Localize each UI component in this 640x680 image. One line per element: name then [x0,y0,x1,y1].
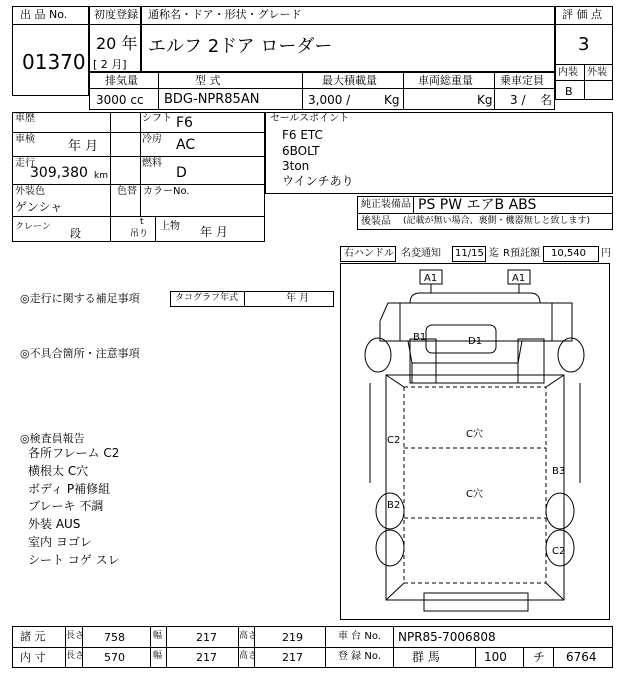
mark-d1: D1 [468,336,483,347]
inspector-line-7: シート コゲ スレ [28,553,120,567]
capacity-label: 乗車定員 [500,74,544,87]
mark-c2-right: C2 [552,546,566,557]
inspector-line-3: ボディ P補修組 [28,482,111,496]
inner-width: 217 [196,651,217,664]
crane-stage: 段 [70,227,81,240]
lot-number: 01370 [22,50,86,74]
mileage-value: 309,380 [30,165,88,181]
outer-height: 219 [282,631,303,644]
shift-value: F6 [176,115,193,131]
outer-len-label: 長さ [66,631,85,641]
name-change-tail: 迄 [489,248,499,259]
inspector-line-2: 横根太 C穴 [28,464,89,478]
tacho-value: 年 月 [286,293,310,304]
inner-length: 570 [104,651,125,664]
max-load-value: 3,000 / [308,93,351,107]
inspection-value: 年 月 [68,139,99,154]
steering-value: 右ハンドル [344,248,394,259]
aftermarket-note: (記載が無い場合、裏側・機器無しと致します) [403,216,591,226]
exterior-label: 外装 [587,67,607,78]
fuel-label: 燃料 [142,158,162,169]
color-label: 外装色 [15,186,45,197]
mark-c2-left: C2 [387,435,401,446]
mark-b3: B3 [552,466,566,477]
lot-label: 出 品 No. [20,8,68,21]
sales-point-2: 6BOLT [282,144,320,158]
aftermarket-label: 後装品 [361,216,391,227]
inner-dims-label: 内 寸 [20,651,46,664]
first-reg-month: [ 2 月] [93,58,127,71]
fuel-value: D [176,165,187,181]
mileage-unit: km [94,171,108,181]
chassis-value: NPR85-7006808 [398,630,496,644]
mark-b1: B1 [413,332,427,343]
outer-width: 217 [196,631,217,644]
mark-c-hole-1: C穴 [466,429,483,440]
model-label: 型 式 [195,74,221,87]
mark-b2: B2 [387,500,401,511]
inner-len-label: 長さ [66,651,85,661]
displacement-label: 排気量 [105,74,138,87]
color-value: ゲンシャ [15,200,63,214]
recycle-deposit-label: R預託額 [503,248,540,259]
interior-grade: B [565,85,573,98]
loading-label: 上物 [160,221,180,232]
reg-label: 登 録 No. [338,651,381,662]
reg-kana: チ [533,650,546,664]
grade-label: 評 価 点 [562,8,602,21]
crane-label: クレーン [15,222,51,232]
equipment-value: PS PW エアB ABS [418,197,537,213]
mileage-label: 走行 [15,158,35,169]
mark-c-hole-2: C穴 [466,489,483,500]
reg-area: 群 馬 [412,650,440,664]
defects-label: ◎不具合箇所・注意事項 [20,347,140,360]
displacement-value: 3000 cc [96,93,144,107]
outer-dims-label: 諸 元 [20,630,46,643]
inner-height: 217 [282,651,303,664]
outer-length: 758 [104,631,125,644]
sales-point-4: ウインチあり [282,174,354,188]
inspector-label: ◎検査員報告 [20,432,85,445]
max-load-label: 最大積載量 [322,74,377,87]
first-reg-year: 20 年 [96,34,138,53]
interior-label: 内装 [558,67,578,78]
crane-t: t [140,217,144,227]
sales-point-1: F6 ETC [282,128,323,142]
recycle-deposit-unit: 円 [601,248,611,259]
inspector-line-5: 外装 AUS [28,517,81,531]
color-no-label: カラーNo. [143,186,190,197]
name-change-label: 名変通知 [401,248,441,259]
chassis-label: 車 台 No. [338,631,381,642]
ac-value: AC [176,137,196,153]
reg-class: 100 [484,650,507,664]
history-label: 車歴 [15,113,35,124]
outer-height-label: 高さ [239,631,258,641]
first-reg-label: 初度登録 [94,8,138,21]
inspector-line-6: 室内 ヨゴレ [28,535,92,549]
running-notes-label: ◎走行に関する補足事項 [20,292,140,305]
name-change-date: 11/15 [455,248,484,259]
grade-value: 3 [578,34,590,55]
model-value: BDG-NPR85AN [164,92,260,107]
recycle-deposit-value: 10,540 [551,248,586,259]
mark-a1-right: A1 [512,273,526,284]
max-load-unit: Kg [384,93,400,107]
gross-weight-unit: Kg [477,93,493,107]
capacity-value: 3 / [510,93,526,107]
sales-label: セールスポイント [270,113,350,124]
equipment-label: 純正装備品 [361,199,411,210]
color-change-label: 色替 [117,186,137,197]
capacity-unit: 名 [540,93,553,107]
loading-value: 年 月 [200,225,228,239]
inner-height-label: 高さ [239,651,258,661]
sales-point-3: 3ton [282,159,310,173]
inspector-line-1: 各所フレーム C2 [28,446,120,460]
reg-number: 6764 [566,650,597,664]
shift-label: シフト [142,113,172,124]
inner-width-label: 幅 [153,651,163,661]
inspector-line-4: ブレーキ 不調 [28,499,104,513]
inspection-label: 車検 [15,134,35,145]
ac-label: 冷房 [142,134,162,145]
mark-a1-left: A1 [424,273,438,284]
outer-width-label: 幅 [153,631,163,641]
truck-diagram [340,263,610,620]
crane-hang: 吊り [130,229,149,239]
car-name: エルフ 2ドア ローダー [148,36,333,57]
gross-weight-label: 車両総重量 [418,74,473,87]
tacho-label: タコグラフ年式 [175,293,239,303]
name-label: 通称名・ドア・形状・グレード [148,8,302,21]
